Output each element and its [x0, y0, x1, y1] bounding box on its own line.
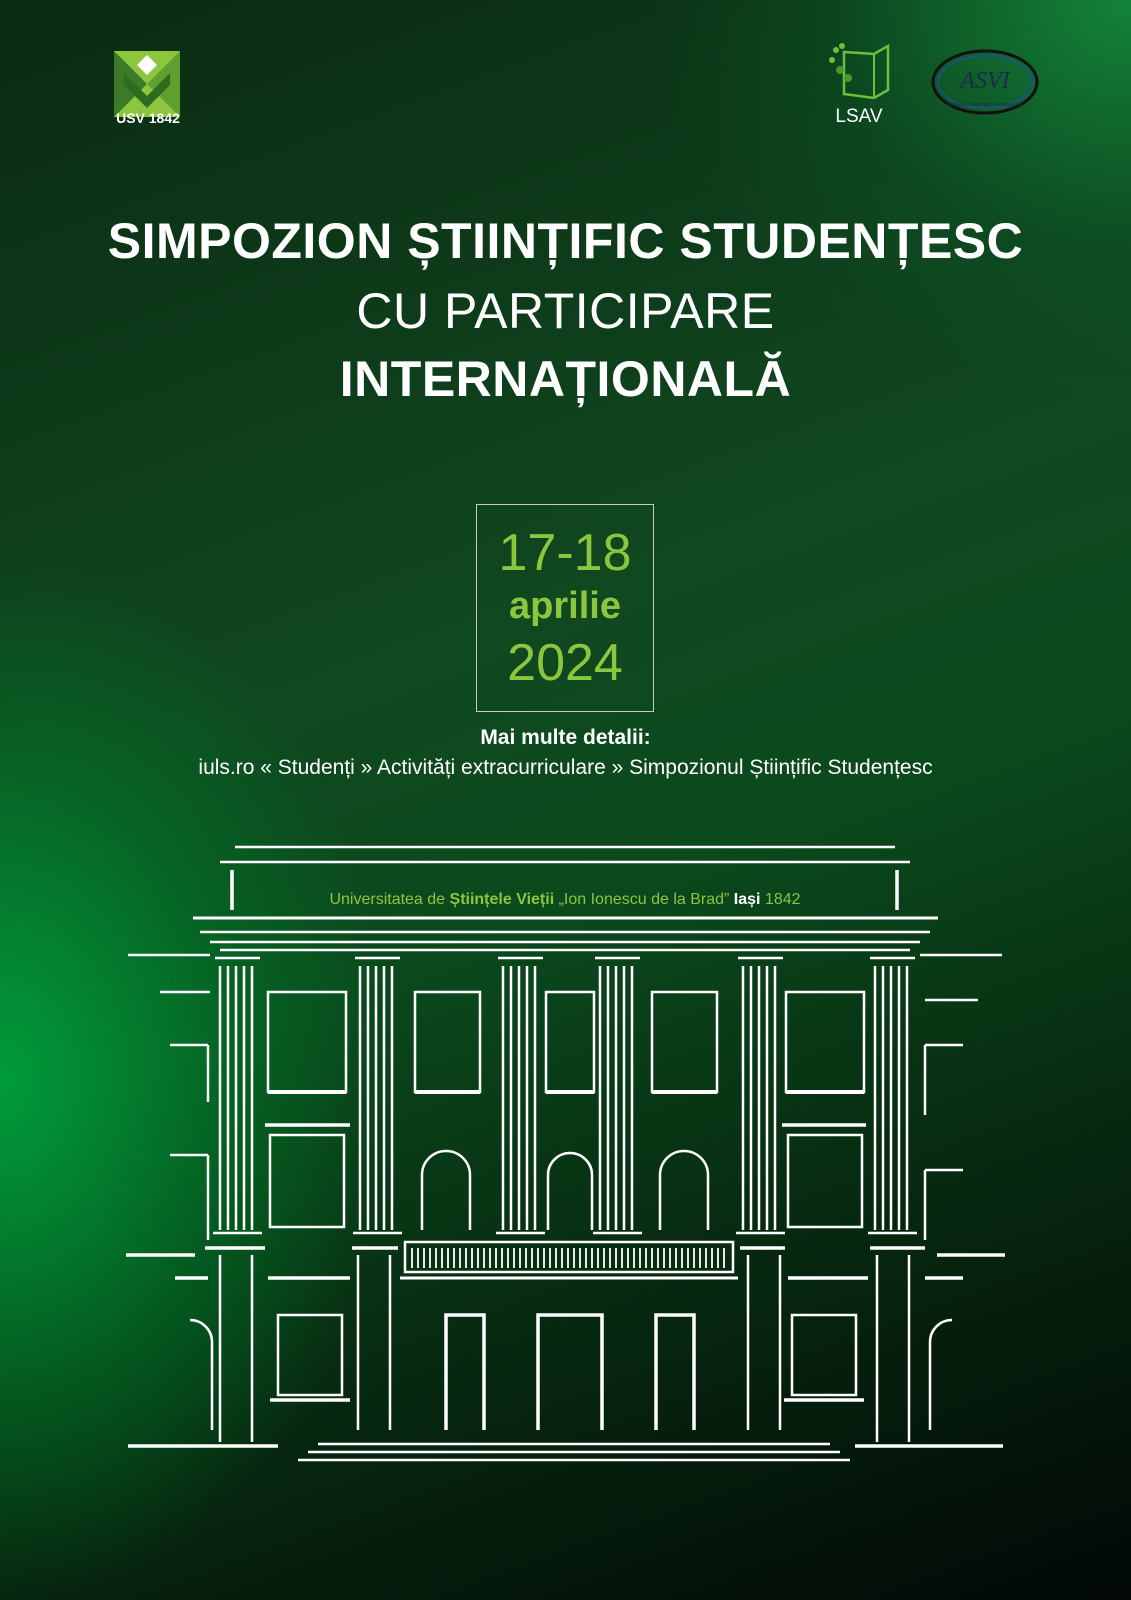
event-month: aprilie	[509, 585, 621, 627]
lsav-book-icon	[824, 42, 894, 102]
university-name-suffix: 1842	[760, 891, 801, 908]
university-building-illustration	[0, 830, 1131, 1510]
svg-text:ASVI: ASVI	[960, 68, 1010, 94]
event-date-box	[476, 504, 654, 712]
page-title-line3: INTERNAȚIONALĂ	[339, 351, 792, 407]
university-name-bold2: Iași	[733, 891, 761, 908]
page-title-line2: CU PARTICIPARE	[356, 283, 775, 339]
university-name-prefix: Universitatea de	[329, 891, 450, 908]
event-year: 2024	[507, 634, 623, 692]
asvi-logo-icon	[930, 48, 1040, 116]
page-title-line1: SIMPOZION ȘTIINȚIFIC STUDENȚESC	[107, 213, 1024, 269]
details-path: iuls.ro « Studenți » Activități extracurriculare » Simpozionul Științific Studențesc	[198, 756, 933, 779]
university-name-bold1: Științele Vieții	[449, 891, 555, 908]
details-label: Mai multe detalii:	[480, 726, 651, 749]
svg-text:Asociația Studenților Veterina: Asociația Studenților Veterinari Iași	[946, 102, 1024, 108]
event-days: 17-18	[498, 524, 632, 582]
university-name-banner	[240, 891, 890, 909]
university-name-middle: „Ion Ionescu de la Brad”	[554, 891, 734, 908]
usv-logo-label: USV 1842	[116, 110, 180, 126]
lsav-logo-label: LSAV	[835, 106, 883, 127]
